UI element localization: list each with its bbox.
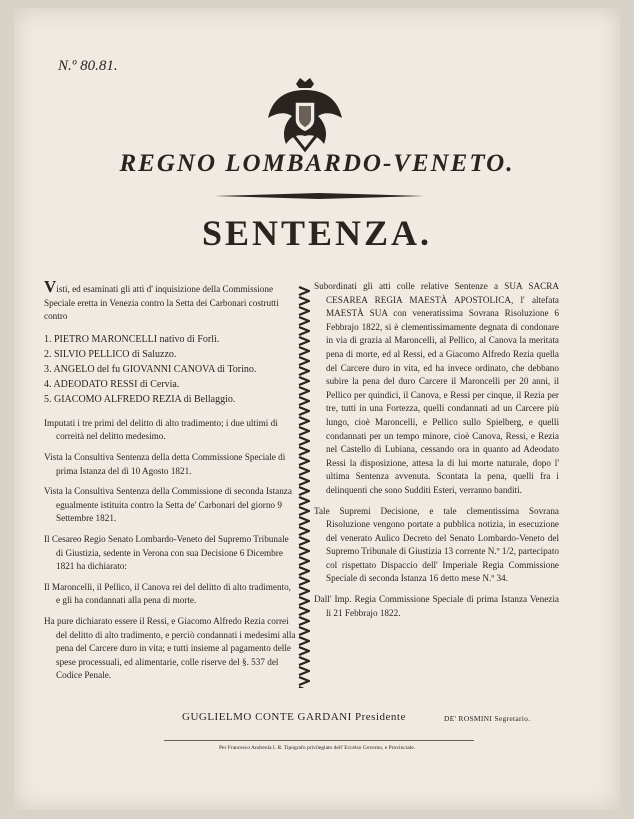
secretary-signature: DE' ROSMINI Segretario.	[444, 714, 531, 723]
kingdom-heading: REGNO LOMBARDO-VENETO.	[119, 150, 515, 177]
column-divider-ornament	[298, 286, 310, 688]
text-paragraph: Subordinati gli atti colle relative Sentenze a SUA SACRA CESAREA REGIA MAESTÀ APOSTOLICA, l' altefata MAESTÀ SUA con veneratissima Sovrana Risoluzione 6 Febbrajo 1822, si è clementissimamente degnata di condonare in via di grazia al Maroncelli, al Pellico, al Canova la meritata pena di morte, ed al Ressi, ed a Giacomo Alfredo Rezia quella del Carcere duro in vita, ed ha invece ordinato, che debbano subire la pena del duro Carcere il Maroncelli per 20 anni, il Pellico per quindici, il Canova, e Ressi per cinque, il Rezia per tre, tutti in una Fortezza, quelli condannati ad un Carcere più lungo, cioè Maroncelli, e Pellico sullo Spielberg, e quelli condannati per un tempo minore, cioè Canova, Ressi, e Rezia nel Castello di Lubiana, cessando ora in quanto ad Adeodato Ressi la disposizione, attesa la di lui morte naturale, dopo l' ultima Sentenza avvenuta. Scontata la pena, quelli fra i delinquenti che sono Sudditi Esteri, verranno banditi.	[314, 281, 559, 495]
document-sheet	[14, 8, 620, 810]
president-signature: GUGLIELMO CONTE GARDANI Presidente	[182, 711, 406, 723]
defendant-item: 5. GIACOMO ALFREDO REZIA di Bellaggio.	[44, 393, 236, 405]
document-title: SENTENZA.	[201, 213, 433, 253]
text-paragraph: Tale Supremi Decisione, e tale clementissima Sovrana Risoluzione vengono portate a pubblica notizia, in esecuzione del venerato Aulico Decreto del Senato Lombardo-Veneto del Supremo Tribunale di Giustizia 13 corrente N.º 1/2, partecipato col rispettato Dispaccio dell' Imperiale Regia Commissione Speciale di seconda Istanza 16 detto mese N.º 34.	[314, 505, 559, 584]
left-column	[44, 277, 296, 690]
intro-paragraph: Visti, ed esaminati gli atti d' inquisizione della Commissione Speciale eretta in Venezia contro la Setta dei Carbonari costrutti contro	[44, 277, 279, 322]
text-paragraph: Ha pure dichiarato essere il Ressi, e Giacomo Alfredo Rezia correi del delitto di alto tradimento, e perciò condannati i medesimi alla pena del Carcere duro in vita; e tutti insieme al pagamento delle spese processuali, ed alimentarie, colle riserve del §. 537 del Codice Penale.	[44, 615, 296, 681]
defendant-item: 1. PIETRO MARONCELLI nativo di Forlì.	[44, 333, 220, 345]
drop-capital: V	[44, 277, 57, 296]
text-paragraph: Il Cesareo Regio Senato Lombardo-Veneto del Supremo Tribunale di Giustizia, sedente in Verona con sua Decisione 6 Dicembre 1821 ha dichiarato:	[44, 533, 289, 572]
defendants-list	[44, 332, 296, 407]
imperial-eagle-emblem-icon	[264, 74, 346, 156]
defendant-item: 2. SILVIO PELLICO di Saluzzo.	[44, 348, 177, 360]
text-paragraph: Vista la Consultiva Sentenza della Commissione di seconda Istanza egualmente istituita contro la Setta de' Carbonari del giorno 9 Settembre 1821.	[44, 486, 292, 524]
right-column	[314, 280, 559, 627]
defendant-item: 4. ADEODATO RESSI di Cervia.	[44, 378, 180, 390]
imprint-divider	[164, 740, 474, 741]
text-paragraph: Imputati i tre primi del delitto di alto tradimento; i due ultimi di correità nel delitto medesimo.	[44, 417, 278, 442]
defendant-item: 3. ANGELO del fu GIOVANNI CANOVA di Torino.	[44, 363, 257, 375]
document-number: N.º 80.81.	[58, 58, 118, 74]
text-paragraph: Il Maroncelli, il Pellico, il Canova rei del delitto di alto tradimento, e gli ha condannati alla pena di morte.	[44, 581, 291, 606]
printer-imprint: Per Francesco Andreola I. R. Tipografo privilegiato dell' Eccelso Governo, e Provinciale.	[218, 745, 416, 751]
text-paragraph: Vista la Consultiva Sentenza della detta Commissione Speciale di prima Istanza del dì 10 Agosto 1821.	[44, 451, 286, 476]
date-line: Dall' Imp. Regia Commissione Speciale di prima Istanza Venezia li 21 Febbrajo 1822.	[314, 594, 559, 618]
ornamental-rule	[214, 192, 424, 200]
